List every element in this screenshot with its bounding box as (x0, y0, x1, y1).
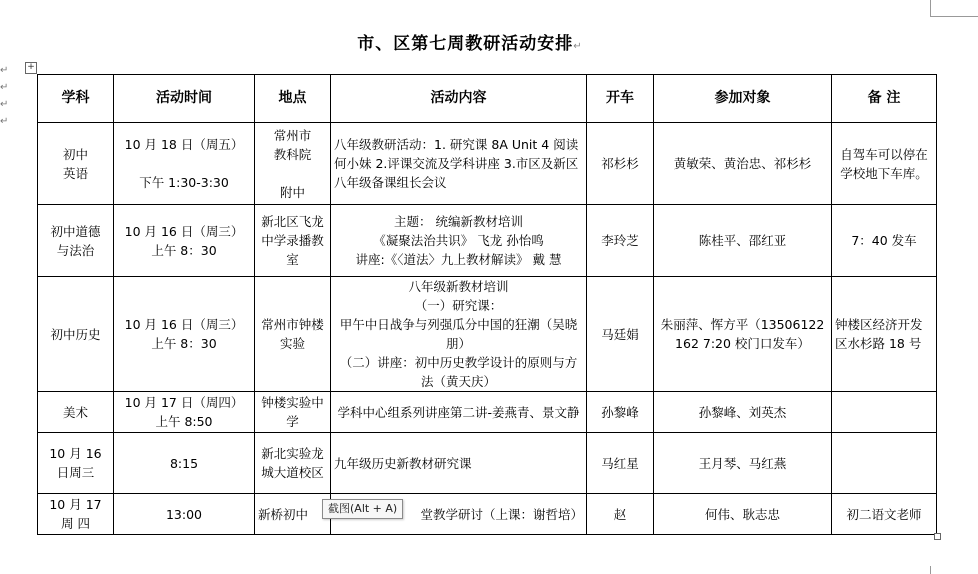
cell-subject: 初中历史 (38, 277, 114, 392)
paragraph-marks: ↵ ↵ ↵ ↵ (0, 65, 9, 127)
table-row (38, 494, 937, 535)
cell-content: 九年级历史新教材研究课 (331, 433, 587, 494)
table-row (38, 277, 937, 392)
cell-subject: 10 月 17 周 四 (38, 494, 114, 535)
cell-attendees: 孙黎峰、刘英杰 (654, 392, 832, 433)
cell-attendees: 陈桂平、邵红亚 (654, 205, 832, 277)
header-time: 活动时间 (114, 75, 255, 123)
cell-time: 13:00 (114, 494, 255, 535)
cell-driver: 马红星 (587, 433, 654, 494)
cell-time: 10 月 18 日（周五） 下午 1:30-3:30 (114, 123, 255, 205)
header-place: 地点 (255, 75, 331, 123)
schedule-table (37, 74, 937, 535)
cell-note: 钟楼区经济开发区水杉路 18 号 (832, 277, 937, 392)
page-title: 市、区第七周教研活动安排↵ (357, 34, 583, 54)
header-attendees: 参加对象 (654, 75, 832, 123)
cell-driver: 李玲芝 (587, 205, 654, 277)
cell-content: 堂教学研讨（上课：谢哲培） (331, 494, 587, 535)
table-row (38, 205, 937, 277)
cell-driver: 祁杉杉 (587, 123, 654, 205)
cell-content: 八年级新教材培训 （一）研究课： 甲午中日战争与列强瓜分中国的狂潮（吴晓朋） （二）讲座：初中历史教学设计的原则与方法（黄天庆） (331, 277, 587, 392)
cell-attendees: 王月琴、马红燕 (654, 433, 832, 494)
cell-subject: 美术 (38, 392, 114, 433)
cell-attendees: 朱丽萍、恽方平（13506122162 7:20 校门口发车） (654, 277, 832, 392)
cell-place: 钟楼实验中学 (255, 392, 331, 433)
header-subject: 学科 (38, 75, 114, 123)
cell-time: 10 月 17 日（周四） 上午 8:50 (114, 392, 255, 433)
table-row (38, 433, 937, 494)
cell-content: 学科中心组系列讲座第二讲-姜燕青、景文静 (331, 392, 587, 433)
cell-place: 新北实验龙城大道校区 (255, 433, 331, 494)
table-move-handle-icon[interactable]: + (25, 62, 37, 74)
cell-note (832, 433, 937, 494)
cell-time: 8:15 (114, 433, 255, 494)
header-note: 备 注 (832, 75, 937, 123)
cell-subject: 10 月 16 日周三 (38, 433, 114, 494)
page-corner-marker-bottom (930, 566, 978, 574)
header-driver: 开车 (587, 75, 654, 123)
cell-place: 常州市钟楼实验 (255, 277, 331, 392)
cell-content: 主题： 统编新教材培训 《凝聚法治共识》 飞龙 孙怡鸣 讲座:《〈道法〉九上教材解读》 戴 慧 (331, 205, 587, 277)
cell-content: 八年级教研活动：1. 研究课 8A Unit 4 阅读何小妹 2.评课交流及学科讲座 3.市区及新区八年级备课组长会议 (331, 123, 587, 205)
cell-note: 7：40 发车 (832, 205, 937, 277)
table-row (38, 392, 937, 433)
cell-place: 新北区飞龙中学录播教室 (255, 205, 331, 277)
table-row (38, 123, 937, 205)
table-header-row (38, 75, 937, 123)
header-content: 活动内容 (331, 75, 587, 123)
cell-attendees: 黄敏荣、黄治忠、祁杉杉 (654, 123, 832, 205)
cell-place: 常州市 教科院 附中 (255, 123, 331, 205)
cell-place: 新桥初中 (255, 494, 331, 535)
cell-subject: 初中 英语 (38, 123, 114, 205)
screenshot-tooltip: 截图(Alt + A) (322, 499, 403, 519)
cell-driver: 马廷娟 (587, 277, 654, 392)
cell-note: 自驾车可以停在学校地下车库。 (832, 123, 937, 205)
cell-attendees: 何伟、耿志忠 (654, 494, 832, 535)
table-resize-handle[interactable] (934, 533, 941, 540)
cell-note: 初二语文老师 (832, 494, 937, 535)
cell-time: 10 月 16 日（周三） 上午 8：30 (114, 205, 255, 277)
cell-time: 10 月 16 日（周三） 上午 8：30 (114, 277, 255, 392)
cell-note (832, 392, 937, 433)
cell-subject: 初中道德 与法治 (38, 205, 114, 277)
page-corner-marker (930, 0, 978, 17)
cell-driver: 孙黎峰 (587, 392, 654, 433)
cell-driver: 赵 (587, 494, 654, 535)
